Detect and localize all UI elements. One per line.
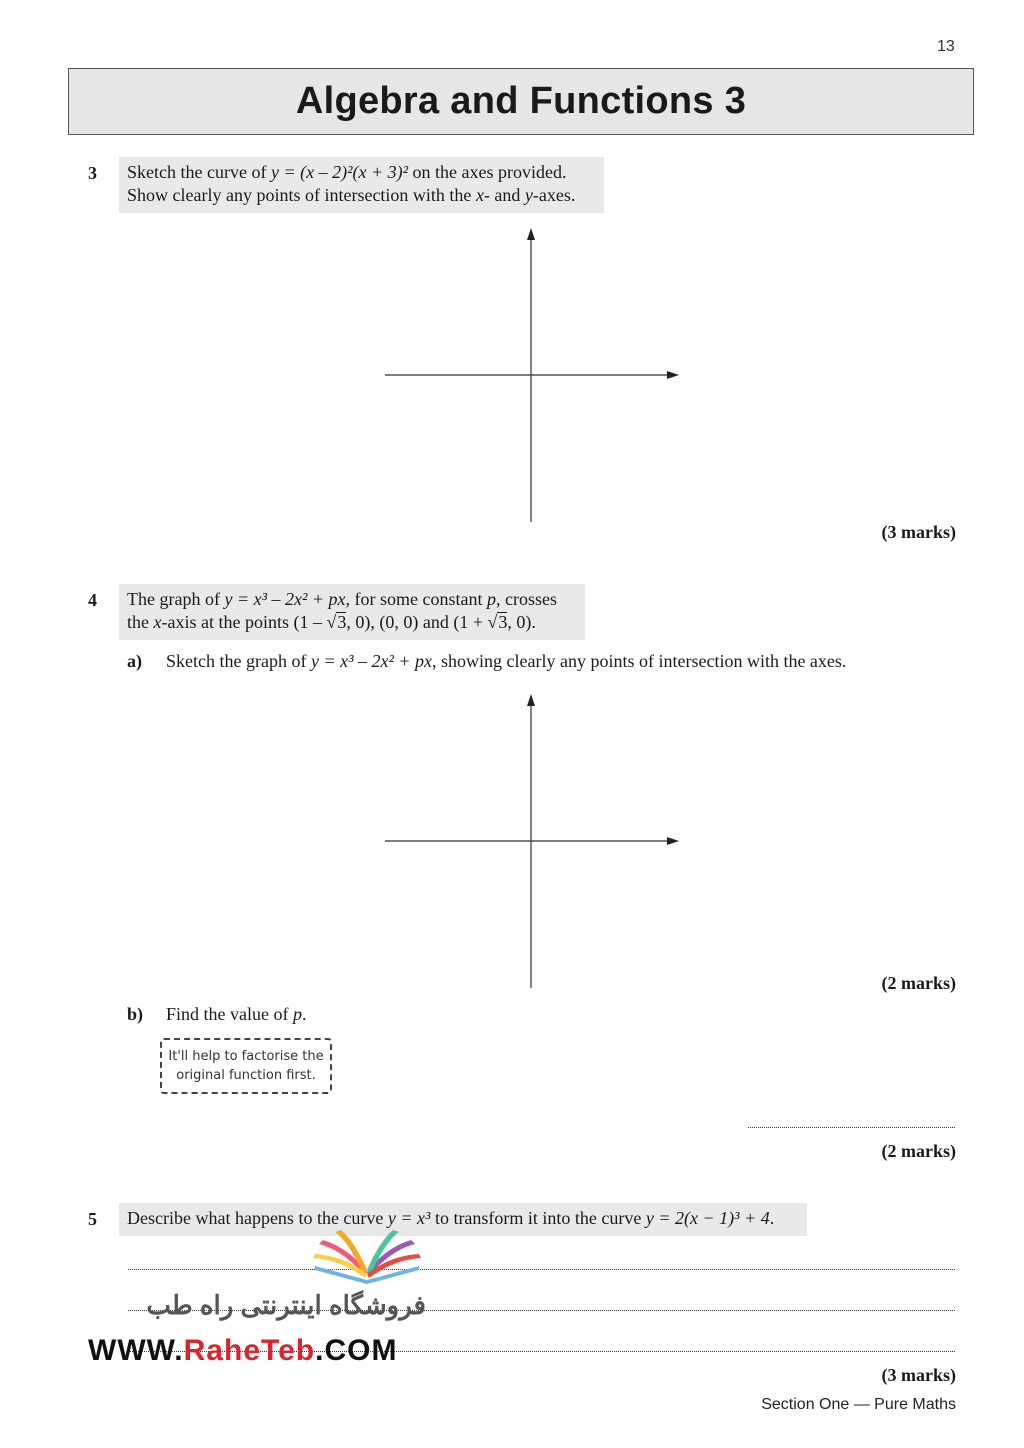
footer-section: Section One — Pure Maths [761,1396,956,1413]
question-3-axes[interactable] [380,224,685,526]
part-b-text: Find the value of p. [166,1004,307,1024]
sqrt-sign-icon: √ [487,612,498,632]
question-4b-marks: (2 marks) [881,1141,956,1161]
part-a-text: Sketch the graph of y = x³ – 2x² + px, showing clearly any points of intersection with the axes. [166,651,847,671]
question-4-box [119,584,585,640]
part-a-label: a) [127,651,142,671]
question-5-line: Describe what happens to the curve y = x³ to transform it into the curve y = 2(x − 1)³ + 4. [127,1208,775,1228]
hint-line-2: original function first. [176,1068,316,1083]
question-4-line-2: the x-axis at the points (1 – √3, 0), (0, 0) and (1 + √3, 0). [127,612,536,632]
page-number: 13 [937,38,955,55]
x-axis-arrow-icon [667,371,679,379]
question-3-number: 3 [88,163,97,183]
hint-line-1: It'll help to factorise the [168,1049,324,1064]
answer-line-4b[interactable] [748,1127,955,1128]
question-3-marks: (3 marks) [881,522,956,542]
answer-line-5-1[interactable] [128,1269,955,1270]
title-banner [68,68,974,135]
question-4-number: 4 [88,590,97,610]
question-4a-marks: (2 marks) [881,973,956,993]
question-4a-axes[interactable] [380,690,685,992]
page-title: Algebra and Functions 3 [295,80,747,122]
question-3-line-1: Sketch the curve of y = (x – 2)²(x + 3)² on the axes provided. [127,162,567,182]
question-5-number: 5 [88,1209,97,1229]
question-5-box [119,1203,807,1236]
question-3-line-2: Show clearly any points of intersection with the x- and y-axes. [127,185,576,205]
sqrt-sign-icon: √ [326,612,337,632]
x-axis-arrow-icon [667,837,679,845]
watermark-url[interactable]: WWW.RaheTeb.COM [88,1334,398,1367]
question-5-marks: (3 marks) [881,1365,956,1385]
hint-box [160,1038,332,1094]
part-b-label: b) [127,1004,144,1024]
question-3-box [119,157,604,213]
question-4-line-1: The graph of y = x³ – 2x² + px, for some constant p, crosses [127,589,557,609]
book-logo-icon [305,1228,430,1290]
y-axis-arrow-icon [527,228,535,240]
watermark-persian: فروشگاه اینترنتی راه طب [146,1290,426,1320]
y-axis-arrow-icon [527,694,535,706]
